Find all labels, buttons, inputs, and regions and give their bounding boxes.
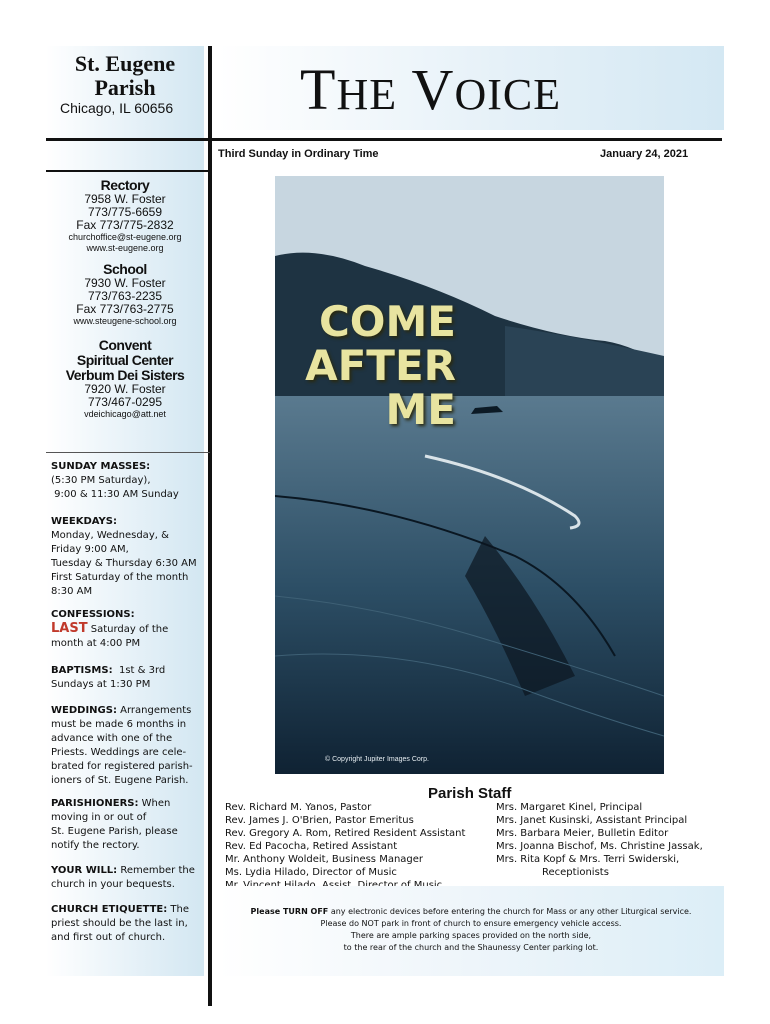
school-phone: 773/763-2235 (87, 289, 163, 303)
parishioners-notice: PARISHIONERS: When moving in or out of St. Eugene Parish, please notify the rectory. (51, 798, 178, 851)
convent-email[interactable]: vdeichicago@att.net (84, 409, 166, 419)
school-contact (46, 262, 204, 327)
sidebar-divider-2 (46, 452, 210, 453)
masthead-divider (46, 138, 722, 141)
parish-staff-title: Parish Staff (428, 785, 512, 802)
rectory-website[interactable]: www.st-eugene.org (86, 243, 164, 253)
baptisms: BAPTISMS: 1st & 3rd Sundays at 1:30 PM (51, 665, 166, 690)
liturgical-day: Third Sunday in Ordinary Time (218, 148, 379, 160)
parish-city: Chicago, IL 60656 (60, 100, 174, 116)
weekday-masses: WEEKDAYS: Monday, Wednesday, & Friday 9:00 AM, Tuesday & Thursday 6:30 AM First Saturday of the month 8:30 AM (51, 516, 197, 597)
parish-name (46, 52, 204, 100)
staff-list-left: Rev. Richard M. Yanos, Pastor Rev. James J. O'Brien, Pastor Emeritus Rev. Gregory A. Rom, Retired Resident Assistant Rev. Ed Pacocha, Retired Assistant Mr. Anthony Woldeit, Business Manager Ms. Lydia Hilado, Director of Music (225, 802, 466, 878)
weddings: WEDDINGS: Arrangements must be made 6 months in advance with one of the Priests. Weddings are cele- brated for registered parish- ioners of St. Eugene Parish. (51, 705, 193, 786)
rectory-phone: 773/775-6659 (87, 205, 163, 219)
staff-list-right: Mrs. Margaret Kinel, Principal Mrs. Janet Kusinski, Assistant Principal Mrs. Barbara Meier, Bulletin Editor Mrs. Joanna Bischof, Ms. Christine Jassak, Mrs. Rita Kopf & Mrs. Terri Swiderski, Receptionists (496, 802, 703, 878)
rectory-heading: Rectory (100, 177, 150, 193)
convent-address: 7920 W. Foster (84, 382, 166, 396)
school-website[interactable]: www.steugene-school.org (73, 316, 177, 326)
cover-image (275, 176, 664, 774)
parish-name-line1: St. Eugene (74, 51, 176, 76)
school-fax: Fax 773/763-2775 (76, 302, 174, 316)
cover-headline: COME AFTER ME (305, 297, 456, 434)
lake-scene-illustration (275, 176, 664, 774)
convent-contact (46, 338, 204, 420)
convent-heading: Convent (98, 337, 152, 353)
parish-name-line2: Parish (94, 75, 156, 100)
convent-phone: 773/467-0295 (87, 395, 163, 409)
sunday-masses: SUNDAY MASSES: (5:30 PM Saturday), 9:00 & 11:30 AM Sunday (51, 461, 179, 500)
verbum-dei-heading: Verbum Dei Sisters (65, 367, 185, 383)
sidebar-divider (46, 170, 210, 172)
church-etiquette: CHURCH ETIQUETTE: The priest should be the last in, and first out of church. (51, 904, 190, 943)
your-will-notice: YOUR WILL: Remember the church in your bequests. (51, 865, 195, 890)
parking-notice: Please TURN OFF any electronic devices before entering the church for Mass or any other Liturgical service. Please do NOT park in front of church to ensure emergency vehicle access. There are ample parking spaces provided on the north side, to the rear of the church and the Shaunessy Center parking lot. (250, 907, 692, 952)
spiritual-center-heading: Spiritual Center (76, 352, 174, 368)
confessions-last-emphasis: LAST (51, 621, 88, 636)
confessions: CONFESSIONS: LAST Saturday of the month at 4:00 PM (51, 609, 169, 649)
school-address: 7930 W. Foster (84, 276, 166, 290)
rectory-address: 7958 W. Foster (84, 192, 166, 206)
image-copyright: © Copyright Jupiter Images Corp. (325, 756, 429, 763)
rectory-contact (46, 178, 204, 254)
school-heading: School (103, 261, 147, 277)
issue-date: January 24, 2021 (600, 148, 689, 160)
rectory-email[interactable]: churchoffice@st-eugene.org (68, 232, 182, 242)
rectory-fax: Fax 773/775-2832 (76, 218, 174, 232)
vertical-divider (208, 46, 212, 1006)
newsletter-title: THE VOICE (300, 57, 562, 122)
